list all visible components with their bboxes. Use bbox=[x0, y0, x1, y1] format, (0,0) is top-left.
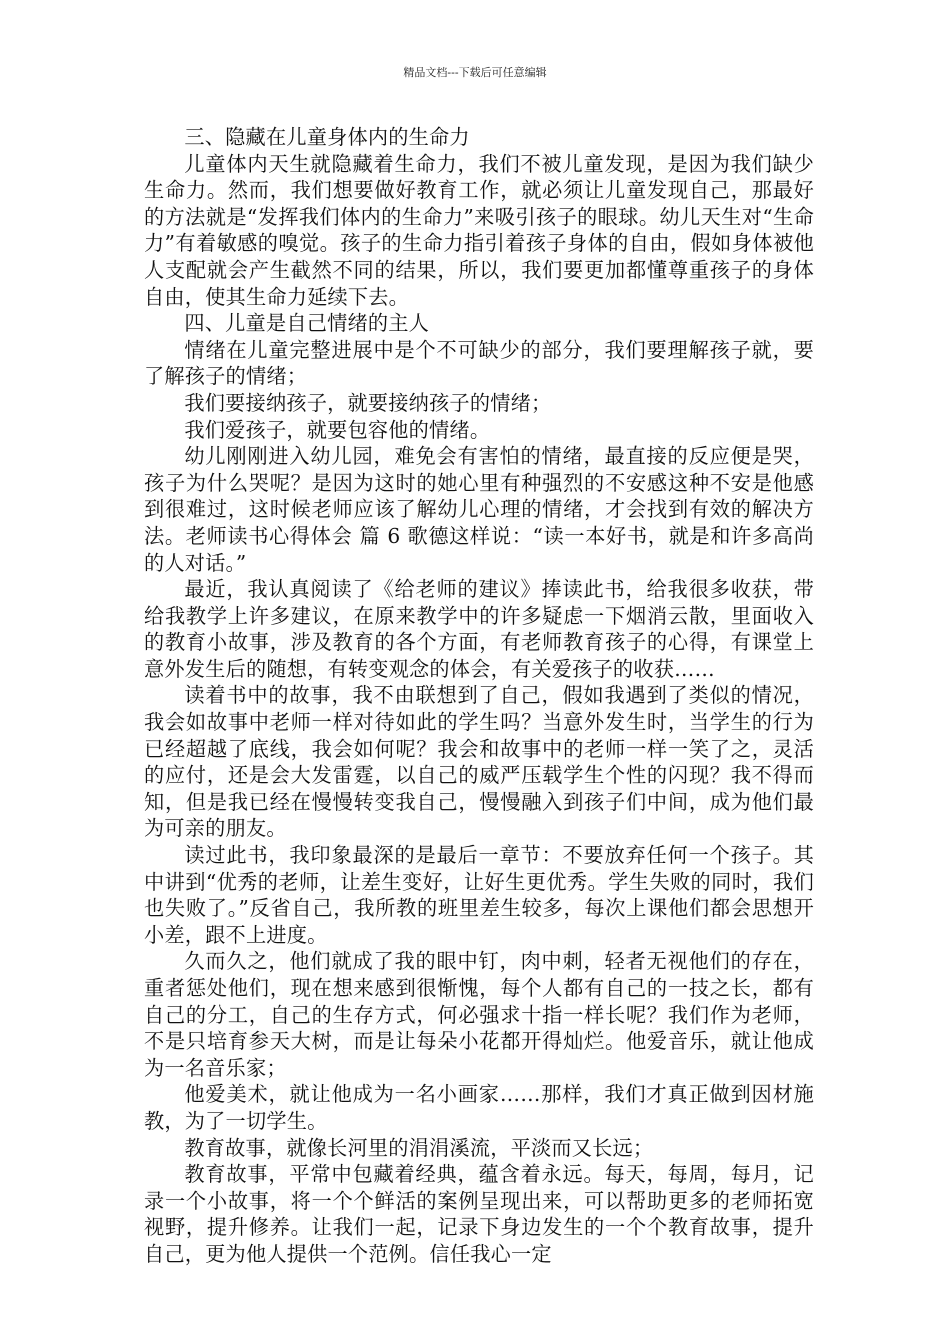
paragraph: 最近，我认真阅读了《给老师的建议》捧读此书，给我很多收获，带给我教学上许多建议，在原来教学中的许多疑虑一下烟消云散，里面收入的教育小故事，涉及教育的各个方面，有老师教育孩子的心得，有课堂上意外发生后的随想，有转变观念的体会，有关爱孩子的收获…… bbox=[144, 577, 814, 681]
section-heading-4: 四、儿童是自己情绪的主人 bbox=[184, 311, 430, 336]
document-body bbox=[144, 124, 814, 1268]
paragraph: 儿童体内天生就隐藏着生命力，我们不被儿童发现，是因为我们缺少生命力。然而，我们想要做好教育工作，就必须让儿童发现自己，那最好的方法就是“发挥我们体内的生命力”来吸引孩子的眼球。幼儿天生对“生命力”有着敏感的嗅觉。孩子的生命力指引着孩子身体的自由，假如身体被他人支配就会产生截然不同的结果，所以，我们要更加都懂尊重孩子的身体自由，使其生命力延续下去。 bbox=[144, 151, 814, 309]
paragraph: 教育故事，平常中包藏着经典，蕴含着永远。每天，每周，每月，记录一个小故事，将一个个鲜活的案例呈现出来，可以帮助更多的老师拓宽视野，提升修养。让我们一起，记录下身边发生的一个个教育故事，提升自己，更为他人提供一个范例。信任我心一定 bbox=[144, 1162, 814, 1266]
paragraph: 久而久之，他们就成了我的眼中钉，肉中刺，轻者无视他们的存在，重者惩处他们，现在想来感到很惭愧，每个人都有自己的一技之长，都有自己的分工，自己的生存方式，何必强求十指一样长呢？我们作为老师，不是只培育参天大树，而是让每朵小花都开得灿烂。他爱音乐，就让他成为一名音乐家； bbox=[144, 949, 814, 1080]
paragraph: 教育故事，就像长河里的涓涓溪流，平淡而又长远； bbox=[184, 1135, 654, 1160]
paragraph: 幼儿刚刚进入幼儿园，难免会有害怕的情绪，最直接的反应便是哭，孩子为什么哭呢？是因为这时的她心里有种强烈的不安感这种不安是他感到很难过，这时候老师应该了解幼儿心理的情绪，才会找到有效的解决方法。老师读书心得体会 篇 6 歌德这样说：“读一本好书，就是和许多高尚的人对话。” bbox=[144, 444, 814, 575]
paragraph: 读着书中的故事，我不由联想到了自己，假如我遇到了类似的情况，我会如故事中老师一样对待如此的学生吗？当意外发生时，当学生的行为已经超越了底线，我会如何呢？我会和故事中的老师一样一笑了之，灵活的应付，还是会大发雷霆，以自己的威严压载学生个性的闪现？我不得而知，但是我已经在慢慢转变我自己，慢慢融入到孩子们中间，成为他们最为可亲的朋友。 bbox=[144, 683, 814, 841]
paragraph: 我们要接纳孩子，就要接纳孩子的情绪； bbox=[184, 390, 552, 415]
paragraph: 读过此书，我印象最深的是最后一章节：不要放弃任何一个孩子。其中讲到“优秀的老师，让差生变好，让好生更优秀。学生失败的同时，我们也失败了。”反省自己，我所教的班里差生较多，每次上课他们都会思想开小差，跟不上进度。 bbox=[144, 843, 814, 947]
section-heading-3: 三、隐藏在儿童身体内的生命力 bbox=[184, 125, 470, 149]
page-header: 精品文档---下载后可任意编辑 bbox=[403, 66, 547, 79]
paragraph: 他爱美术，就让他成为一名小画家……那样，我们才真正做到因材施教，为了一切学生。 bbox=[144, 1082, 814, 1133]
paragraph: 我们爱孩子，就要包容他的情绪。 bbox=[184, 417, 491, 442]
paragraph: 情绪在儿童完整进展中是个不可缺少的部分，我们要理解孩子就，要了解孩子的情绪； bbox=[144, 337, 814, 389]
